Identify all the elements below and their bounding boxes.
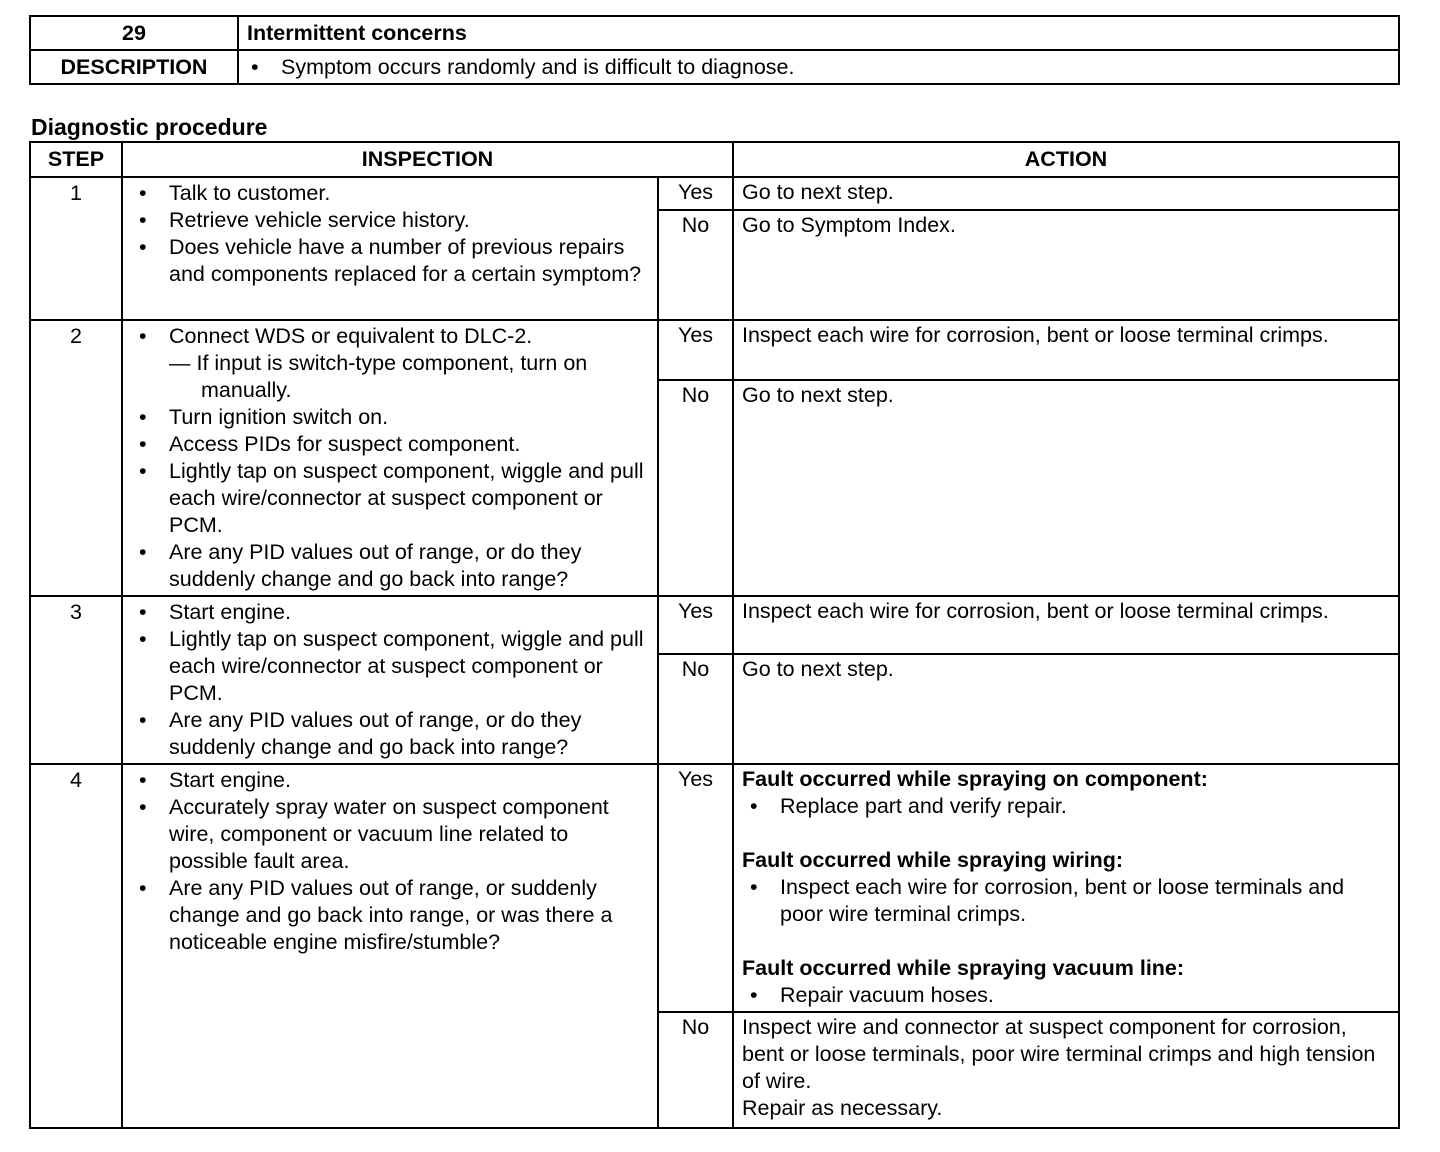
step-2-yes-row xyxy=(30,320,1399,380)
inspection-item: • Access PIDs for suspect component. xyxy=(135,431,649,458)
no-action: Go to next step. xyxy=(733,380,1399,596)
description-cell xyxy=(238,50,1399,84)
step-4-yes-row xyxy=(30,764,1399,1012)
yes-label: Yes xyxy=(658,596,733,654)
spacer xyxy=(742,820,1390,847)
inspection-item: • Start engine. xyxy=(135,767,649,794)
column-header-inspection: INSPECTION xyxy=(122,142,733,177)
concern-title: Intermittent concerns xyxy=(238,16,1399,50)
action-list xyxy=(742,874,1390,928)
step-number: 2 xyxy=(30,320,122,596)
yes-action xyxy=(733,764,1399,1012)
description-item: • Symptom occurs randomly and is difficult to diagnose. xyxy=(247,54,1398,81)
yes-label: Yes xyxy=(658,177,733,210)
no-action xyxy=(733,1012,1399,1128)
inspection-list xyxy=(135,599,649,761)
step-number: 3 xyxy=(30,596,122,764)
section-title: Diagnostic procedure xyxy=(31,114,268,140)
inspection-item: • Lightly tap on suspect component, wiggle and pull each wire/connector at suspect component or PCM. xyxy=(135,626,649,707)
no-action-text-2: Repair as necessary. xyxy=(742,1096,943,1120)
inspection-item-text: Connect WDS or equivalent to DLC-2. xyxy=(169,324,533,348)
no-label: No xyxy=(658,654,733,764)
action-heading: Fault occurred while spraying vacuum line: xyxy=(742,956,1185,980)
step-3-yes-row xyxy=(30,596,1399,654)
step-inspection xyxy=(122,320,658,596)
inspection-item: • Retrieve vehicle service history. xyxy=(135,207,649,234)
yes-label: Yes xyxy=(658,320,733,380)
inspection-list xyxy=(135,767,649,956)
step-inspection xyxy=(122,177,658,320)
yes-action: Inspect each wire for corrosion, bent or loose terminal crimps. xyxy=(733,596,1399,654)
inspection-item: • Are any PID values out of range, or do they suddenly change and go back into range? xyxy=(135,539,649,593)
no-label: No xyxy=(658,380,733,596)
inspection-sub-item: — If input is switch-type component, turn on manually. xyxy=(169,351,588,402)
concern-number: 29 xyxy=(30,16,238,50)
diagnostic-procedure-table xyxy=(29,141,1400,1129)
inspection-item: • Start engine. xyxy=(135,599,649,626)
inspection-list xyxy=(135,323,649,593)
step-inspection xyxy=(122,764,658,1128)
inspection-item: • Turn ignition switch on. xyxy=(135,404,649,431)
concern-title-row xyxy=(30,16,1399,50)
step-1-yes-row xyxy=(30,177,1399,210)
action-list xyxy=(742,793,1390,820)
no-action: Go to Symptom Index. xyxy=(733,210,1399,320)
action-heading: Fault occurred while spraying wiring: xyxy=(742,848,1124,872)
column-header-step: STEP xyxy=(30,142,122,177)
inspection-item xyxy=(135,323,649,404)
description-list xyxy=(247,54,1398,81)
inspection-item: • Lightly tap on suspect component, wiggle and pull each wire/connector at suspect component or PCM. xyxy=(135,458,649,539)
inspection-item: • Are any PID values out of range, or suddenly change and go back into range, or was there a noticeable engine misfire/stumble? xyxy=(135,875,649,956)
step-number: 4 xyxy=(30,764,122,1128)
step-inspection xyxy=(122,596,658,764)
action-list xyxy=(742,982,1390,1009)
yes-action: Go to next step. xyxy=(733,177,1399,210)
action-item: • Repair vacuum hoses. xyxy=(742,982,1390,1009)
inspection-item: • Does vehicle have a number of previous repairs and components replaced for a certain symptom? xyxy=(135,234,649,288)
no-action-text: Inspect wire and connector at suspect component for corrosion, bent or loose terminals, poor wire terminal crimps and high tension of wire. xyxy=(742,1015,1376,1093)
inspection-item: • Talk to customer. xyxy=(135,180,649,207)
inspection-item: • Are any PID values out of range, or do they suddenly change and go back into range? xyxy=(135,707,649,761)
no-action: Go to next step. xyxy=(733,654,1399,764)
description-label: DESCRIPTION xyxy=(30,50,238,84)
yes-label: Yes xyxy=(658,764,733,1012)
inspection-list xyxy=(135,180,649,288)
spacer xyxy=(742,928,1390,955)
step-number: 1 xyxy=(30,177,122,320)
inspection-item: • Accurately spray water on suspect component wire, component or vacuum line related to possible fault area. xyxy=(135,794,649,875)
action-heading: Fault occurred while spraying on component: xyxy=(742,767,1208,791)
concern-description-row xyxy=(30,50,1399,84)
action-item: • Replace part and verify repair. xyxy=(742,793,1390,820)
no-label: No xyxy=(658,1012,733,1128)
action-item: • Inspect each wire for corrosion, bent or loose terminals and poor wire terminal crimps. xyxy=(742,874,1390,928)
table-header-row xyxy=(30,142,1399,177)
column-header-action: ACTION xyxy=(733,142,1399,177)
yes-action: Inspect each wire for corrosion, bent or loose terminal crimps. xyxy=(733,320,1399,380)
no-label: No xyxy=(658,210,733,320)
concern-header-table xyxy=(29,15,1400,85)
